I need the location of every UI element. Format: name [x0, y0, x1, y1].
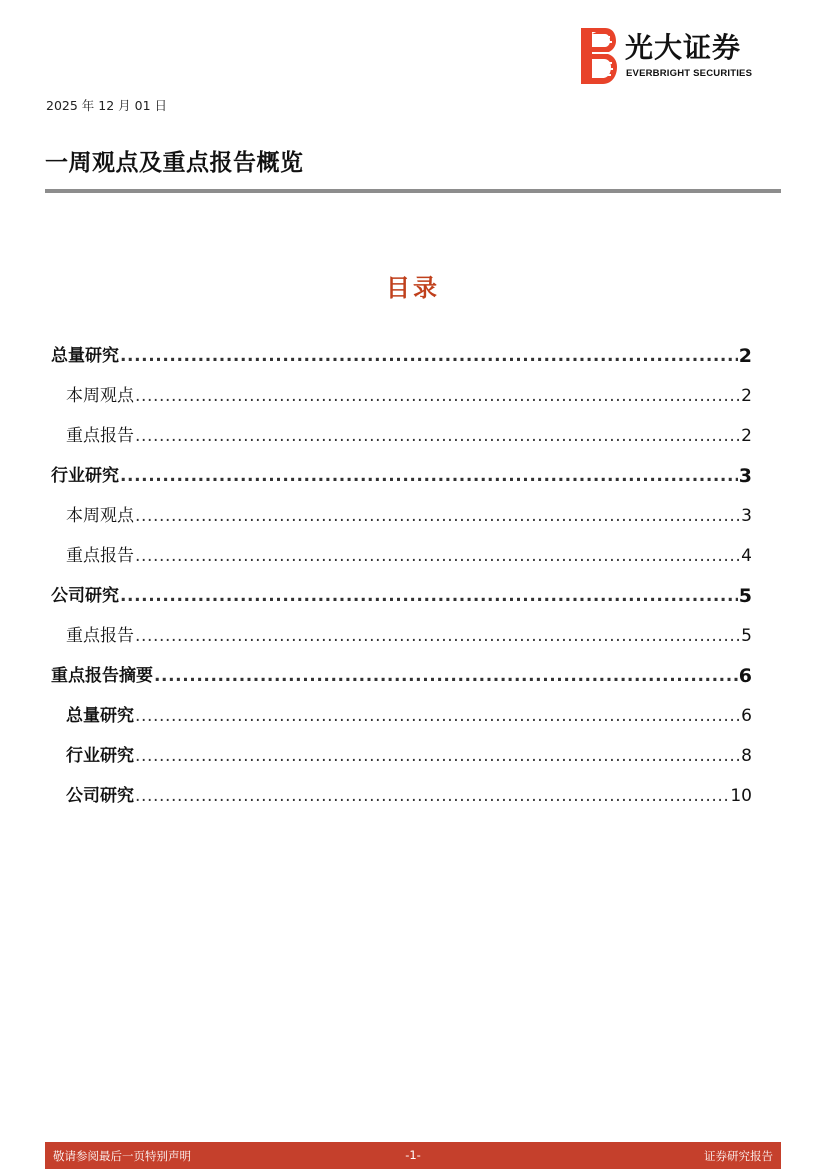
toc-entry-label: 重点报告	[66, 426, 134, 446]
footer-disclaimer: 敬请参阅最后一页特别声明	[53, 1149, 191, 1163]
toc-leader-dots	[120, 340, 738, 372]
toc-leader-dots	[120, 580, 738, 612]
toc-entry-page: 2	[741, 386, 752, 406]
toc-leader-dots	[135, 700, 740, 732]
toc-leader-dots	[135, 420, 740, 452]
toc-leader-dots	[154, 660, 738, 692]
toc-leader-dots	[135, 380, 740, 412]
toc-entry-page: 4	[741, 546, 752, 566]
toc-entry[interactable]	[51, 340, 752, 372]
toc-entry-label: 行业研究	[66, 746, 134, 766]
toc-leader-dots	[135, 740, 740, 772]
toc-entry-page: 3	[738, 465, 752, 487]
toc-entry[interactable]	[66, 780, 752, 812]
toc-leader-dots	[135, 780, 729, 812]
toc-entry-page: 2	[738, 345, 752, 367]
page-footer	[45, 1142, 781, 1169]
brand-name-cn: 光大证券	[625, 31, 742, 64]
report-date: 2025 年 12 月 01 日	[46, 98, 167, 113]
toc-entry[interactable]	[66, 620, 752, 652]
footer-page-number: -1-	[405, 1148, 421, 1162]
toc-entry-page: 3	[741, 506, 752, 526]
toc-entry-page: 5	[741, 626, 752, 646]
toc-entry-label: 总量研究	[66, 706, 134, 726]
footer-report-type: 证券研究报告	[704, 1149, 773, 1163]
brand-logo	[581, 28, 781, 84]
toc-entry-label: 公司研究	[66, 786, 134, 806]
toc-entry-label: 重点报告	[66, 546, 134, 566]
toc-entry[interactable]	[51, 580, 752, 612]
everbright-logo-icon	[581, 28, 617, 84]
toc-entry-label: 公司研究	[51, 586, 119, 606]
toc-entry[interactable]	[66, 380, 752, 412]
toc-entry-label: 总量研究	[51, 346, 119, 366]
toc-entry-page: 6	[738, 665, 752, 687]
toc-entry[interactable]	[66, 420, 752, 452]
toc-entry-page: 2	[741, 426, 752, 446]
toc-entry-label: 行业研究	[51, 466, 119, 486]
toc-entry[interactable]	[51, 660, 752, 692]
toc-entry-page: 5	[738, 585, 752, 607]
toc-heading: 目录	[386, 274, 440, 302]
toc-leader-dots	[135, 540, 740, 572]
page-title: 一周观点及重点报告概览	[45, 150, 304, 176]
toc-entry[interactable]	[66, 740, 752, 772]
brand-name-en: EVERBRIGHT SECURITIES	[626, 68, 753, 79]
toc-entry-label: 本周观点	[66, 506, 134, 526]
toc-leader-dots	[135, 620, 740, 652]
toc-entry[interactable]	[66, 540, 752, 572]
toc-entry-label: 重点报告摘要	[51, 666, 153, 686]
toc-entry-page: 10	[730, 786, 752, 806]
toc-entry[interactable]	[66, 500, 752, 532]
toc-entry-label: 本周观点	[66, 386, 134, 406]
toc-leader-dots	[120, 460, 738, 492]
toc-entry-page: 8	[741, 746, 752, 766]
toc-entry-page: 6	[741, 706, 752, 726]
title-divider	[45, 189, 781, 193]
toc-leader-dots	[135, 500, 740, 532]
toc-entry[interactable]	[51, 460, 752, 492]
toc-entry-label: 重点报告	[66, 626, 134, 646]
toc-entry[interactable]	[66, 700, 752, 732]
